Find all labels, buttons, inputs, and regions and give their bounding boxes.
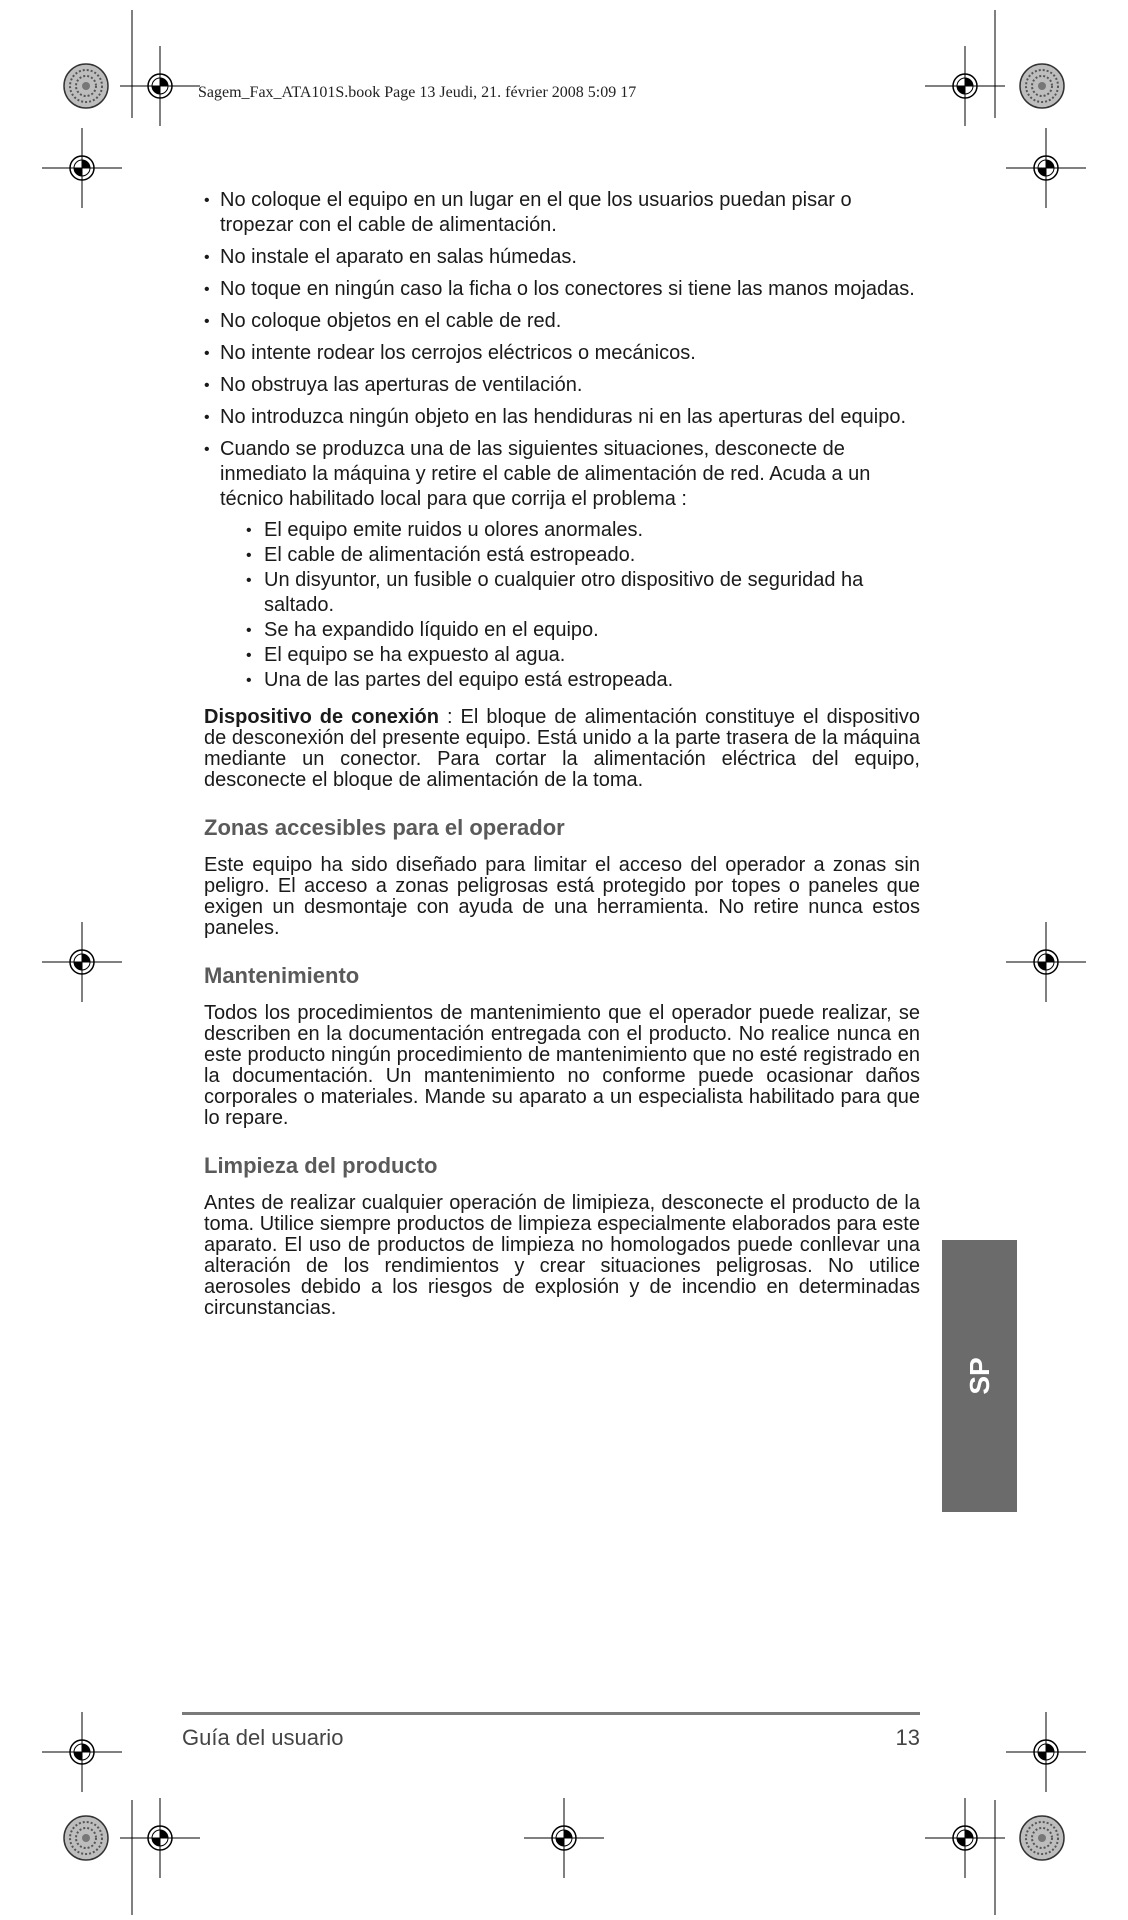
language-side-tab: [942, 1240, 1017, 1512]
list-item: • No toque en ningún caso la ficha o los conectores si tiene las manos mojadas.: [204, 277, 920, 302]
sub-list-item: • El equipo se ha expuesto al agua.: [246, 643, 920, 668]
section-body-maintenance: Todos los procedimientos de mantenimiento que el operador puede realizar, se describen en la documentación entregada con el producto. No realice nunca en este producto ningún procedimiento de mantenimiento que no esté registrado en la documentación. Un mantenimiento no conforme puede ocasionar daños corporales o materiales. Mande su aparato a un especialista habilitado para que lo repare.: [204, 1002, 920, 1129]
situation-sub-list: [220, 518, 920, 693]
sub-list-item: • El equipo emite ruidos u olores anormales.: [246, 518, 920, 543]
list-item: • No introduzca ningún objeto en las hendiduras ni en las aperturas del equipo.: [204, 405, 920, 430]
section-heading-cleaning: Limpieza del producto: [204, 1153, 438, 1178]
disconnect-device-paragraph: [204, 707, 920, 791]
list-item-text: Cuando se produzca una de las siguientes situaciones, desconecte de inmediato la máquina y retire el cable de alimentación de red. Acuda a un técnico habilitado local para que corrija el problema :: [220, 438, 871, 510]
sub-list-item: • Un disyuntor, un fusible o cualquier otro dispositivo de seguridad ha saltado.: [246, 568, 920, 618]
footer-divider: [182, 1712, 920, 1715]
page-content: [204, 188, 920, 1319]
sub-list-item: • Se ha expandido líquido en el equipo.: [246, 618, 920, 643]
section-heading-operator-zones: Zonas accesibles para el operador: [204, 815, 565, 840]
disconnect-device-text: : El bloque de alimentación constituye el dispositivo de desconexión del presente equipo. Está unido a la parte trasera de la máquina mediante un conector. Para cortar la alimentación eléctrica del equipo, desconecte el bloque de alimentación de la toma.: [204, 706, 920, 791]
disconnect-device-label: Dispositivo de conexión: [204, 706, 439, 728]
page-number: 13: [895, 1725, 920, 1750]
sub-list-item: • El cable de alimentación está estropeado.: [246, 543, 920, 568]
footer-title: Guía del usuario: [182, 1725, 344, 1750]
section-body-cleaning: Antes de realizar cualquier operación de limipieza, desconecte el producto de la toma. Utilice siempre productos de limpieza especialmente elaborados para este aparato. El uso de productos de limpieza no homologados puede conllevar una alteración de los rendimientos y crear situaciones peligrosas. No utilice aerosoles debido a los riesgos de explosión y de incendio en determinadas circunstancias.: [204, 1192, 920, 1319]
language-tab-label: SP: [963, 1357, 995, 1395]
list-item: [204, 437, 920, 693]
list-item: • No obstruya las aperturas de ventilación.: [204, 373, 920, 398]
section-body-operator-zones: Este equipo ha sido diseñado para limitar el acceso del operador a zonas sin peligro. El acceso a zonas peligrosas está protegido por topes o paneles que exigen un desmontaje con ayuda de una herramienta. No retire nunca estos paneles.: [204, 854, 920, 939]
list-item: • No instale el aparato en salas húmedas.: [204, 245, 920, 270]
list-item: • No coloque objetos en el cable de red.: [204, 309, 920, 334]
safety-bullet-list: [204, 188, 920, 693]
list-item: • No intente rodear los cerrojos eléctricos o mecánicos.: [204, 341, 920, 366]
sub-list-item: • Una de las partes del equipo está estropeada.: [246, 668, 920, 693]
list-item: • No coloque el equipo en un lugar en el que los usuarios puedan pisar o tropezar con el cable de alimentación.: [204, 188, 920, 238]
print-header-note: Sagem_Fax_ATA101S.book Page 13 Jeudi, 21. février 2008 5:09 17: [198, 84, 637, 101]
section-heading-maintenance: Mantenimiento: [204, 963, 360, 988]
